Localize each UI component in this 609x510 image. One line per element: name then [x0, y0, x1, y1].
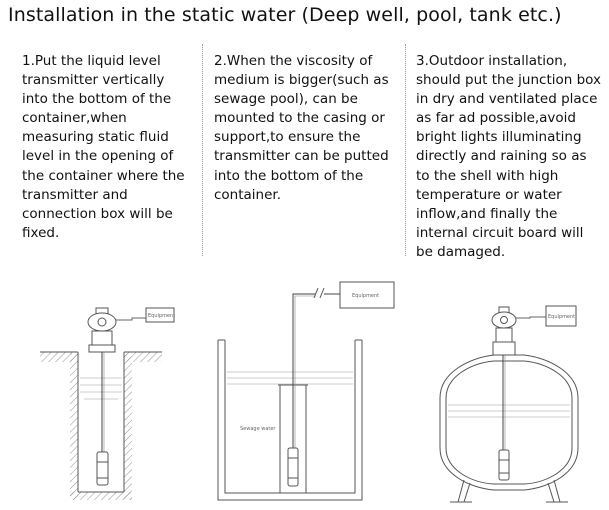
submersible-probe: [97, 452, 108, 485]
page-title: Installation in the static water (Deep well, pool, tank etc.): [8, 4, 562, 26]
pool-medium-label: Sewage water: [240, 426, 276, 432]
water-level: [80, 378, 122, 399]
tank-transmitter-head: [492, 307, 516, 355]
pool-water-level: [227, 372, 353, 384]
outdoor-tank-diagram: [440, 306, 578, 502]
tank-probe: [499, 450, 509, 480]
well-equipment-label: Equipment: [148, 313, 176, 319]
sewage-pool-diagram: [218, 282, 394, 500]
pool-equipment-label: Equipment: [352, 293, 380, 299]
instruction-deep-well: 1.Put the liquid level transmitter vertically into the bottom of the container,when measuring static fluid level in the opening of the container where the transmitter and connection box will be fixed.: [22, 53, 185, 241]
deep-well-diagram: [40, 308, 174, 500]
instruction-outdoor-tank: 3.Outdoor installation, should put the junction box in dry and ventilated place as far ad possible,avoid bright lights illuminating directly and raining so as to the shell with high temperature or water inflow,and finally the internal circuit board will be damaged.: [416, 53, 602, 260]
pool-probe: [288, 448, 298, 486]
tank-equipment-label: Equipment: [548, 314, 576, 320]
ground-hatch: [40, 352, 162, 362]
instruction-sewage-pool: 2.When the viscosity of medium is bigger(such as sewage pool), can be mounted to the casing or support,to ensure the transmitter can be putted into the bottom of the container.: [214, 53, 389, 203]
transmitter-head: [88, 308, 116, 352]
